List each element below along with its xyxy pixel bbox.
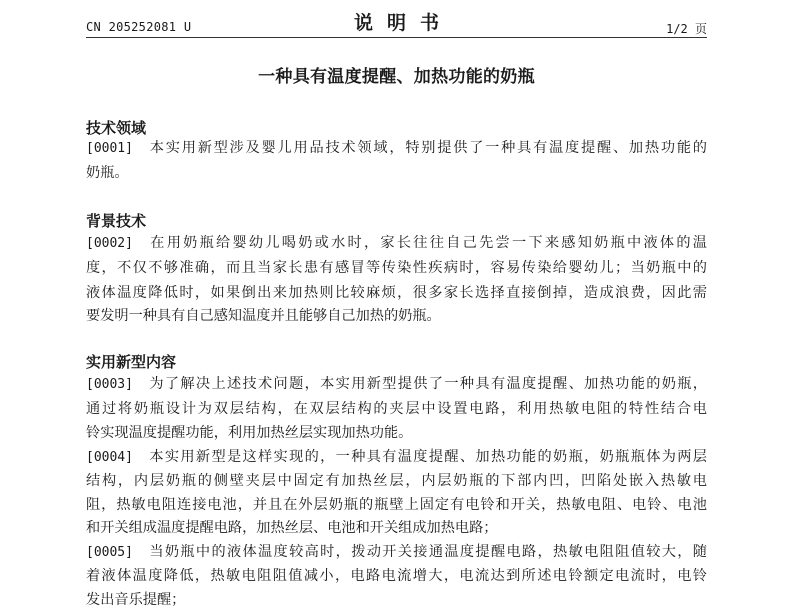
- page-number: 1/2 页: [666, 22, 707, 36]
- paragraph-number: [0005]: [86, 545, 133, 560]
- paragraph-line: 通过将奶瓶设计为双层结构，在双层结构的夹层中设置电路，利用热敏电阻的特性结合电: [86, 401, 707, 417]
- paragraph-number: [0003]: [86, 377, 133, 392]
- header-divider: [86, 37, 707, 38]
- paragraph-line: 和开关组成温度提醒电路，加热丝层、电池和开关组成加热电路；: [86, 520, 498, 536]
- paragraph-line: [0001] 本实用新型涉及婴儿用品技术领域，特别提供了一种具有温度提醒、加热功能的: [86, 138, 707, 158]
- paragraph-number: [0001]: [86, 141, 133, 156]
- paragraph-line: [0004] 本实用新型是这样实现的，一种具有温度提醒、加热功能的奶瓶，奶瓶瓶体为两层: [86, 447, 707, 467]
- paragraph-line: [0003] 为了解决上述技术问题，本实用新型提供了一种具有温度提醒、加热功能的奶瓶，: [86, 374, 707, 394]
- document-number: CN 205252081 U: [86, 20, 192, 34]
- document-type-title: 说明书: [353, 12, 453, 34]
- paragraph-line: 要发明一种具有自己感知温度并且能够自己加热的奶瓶。: [86, 308, 441, 324]
- paragraph-line: 结构，内层奶瓶的侧壁夹层中固定有加热丝层，内层奶瓶的下部内凹，凹陷处嵌入热敏电: [86, 473, 707, 489]
- paragraph-line: [0002] 在用奶瓶给婴幼儿喝奶或水时，家长往往自己先尝一下来感知奶瓶中液体的温: [86, 233, 707, 253]
- paragraph-line: 奶瓶。: [86, 165, 129, 181]
- section-heading-background: 背景技术: [86, 212, 147, 230]
- page-header: [86, 8, 707, 36]
- paragraph-line: 发出音乐提醒；: [86, 592, 186, 608]
- paragraph-line: 液体温度降低时，如果倒出来加热则比较麻烦，很多家长选择直接倒掉，造成浪费，因此需: [86, 285, 707, 301]
- paragraph-number: [0004]: [86, 450, 133, 465]
- paragraph-line: 度，不仅不够准确，而且当家长患有感冒等传染性疾病时，容易传染给婴幼儿；当奶瓶中的: [86, 260, 707, 276]
- paragraph-line: 阻，热敏电阻连接电池，并且在外层奶瓶的瓶壁上固定有电铃和开关，热敏电阻、电铃、电池: [86, 497, 707, 513]
- paragraph-number: [0002]: [86, 236, 133, 251]
- paragraph-line: [0005] 当奶瓶中的液体温度较高时，拨动开关接通温度提醒电路，热敏电阻阻值较大，随: [86, 542, 707, 562]
- paragraph-line: 着液体温度降低，热敏电阻阻值减小，电路电流增大，电流达到所述电铃额定电流时，电铃: [86, 568, 707, 584]
- invention-title: 一种具有温度提醒、加热功能的奶瓶: [258, 67, 535, 87]
- section-heading-utility-model-content: 实用新型内容: [86, 353, 177, 371]
- paragraph-line: 铃实现温度提醒功能，利用加热丝层实现加热功能。: [86, 425, 413, 441]
- section-heading-technical-field: 技术领域: [86, 119, 147, 137]
